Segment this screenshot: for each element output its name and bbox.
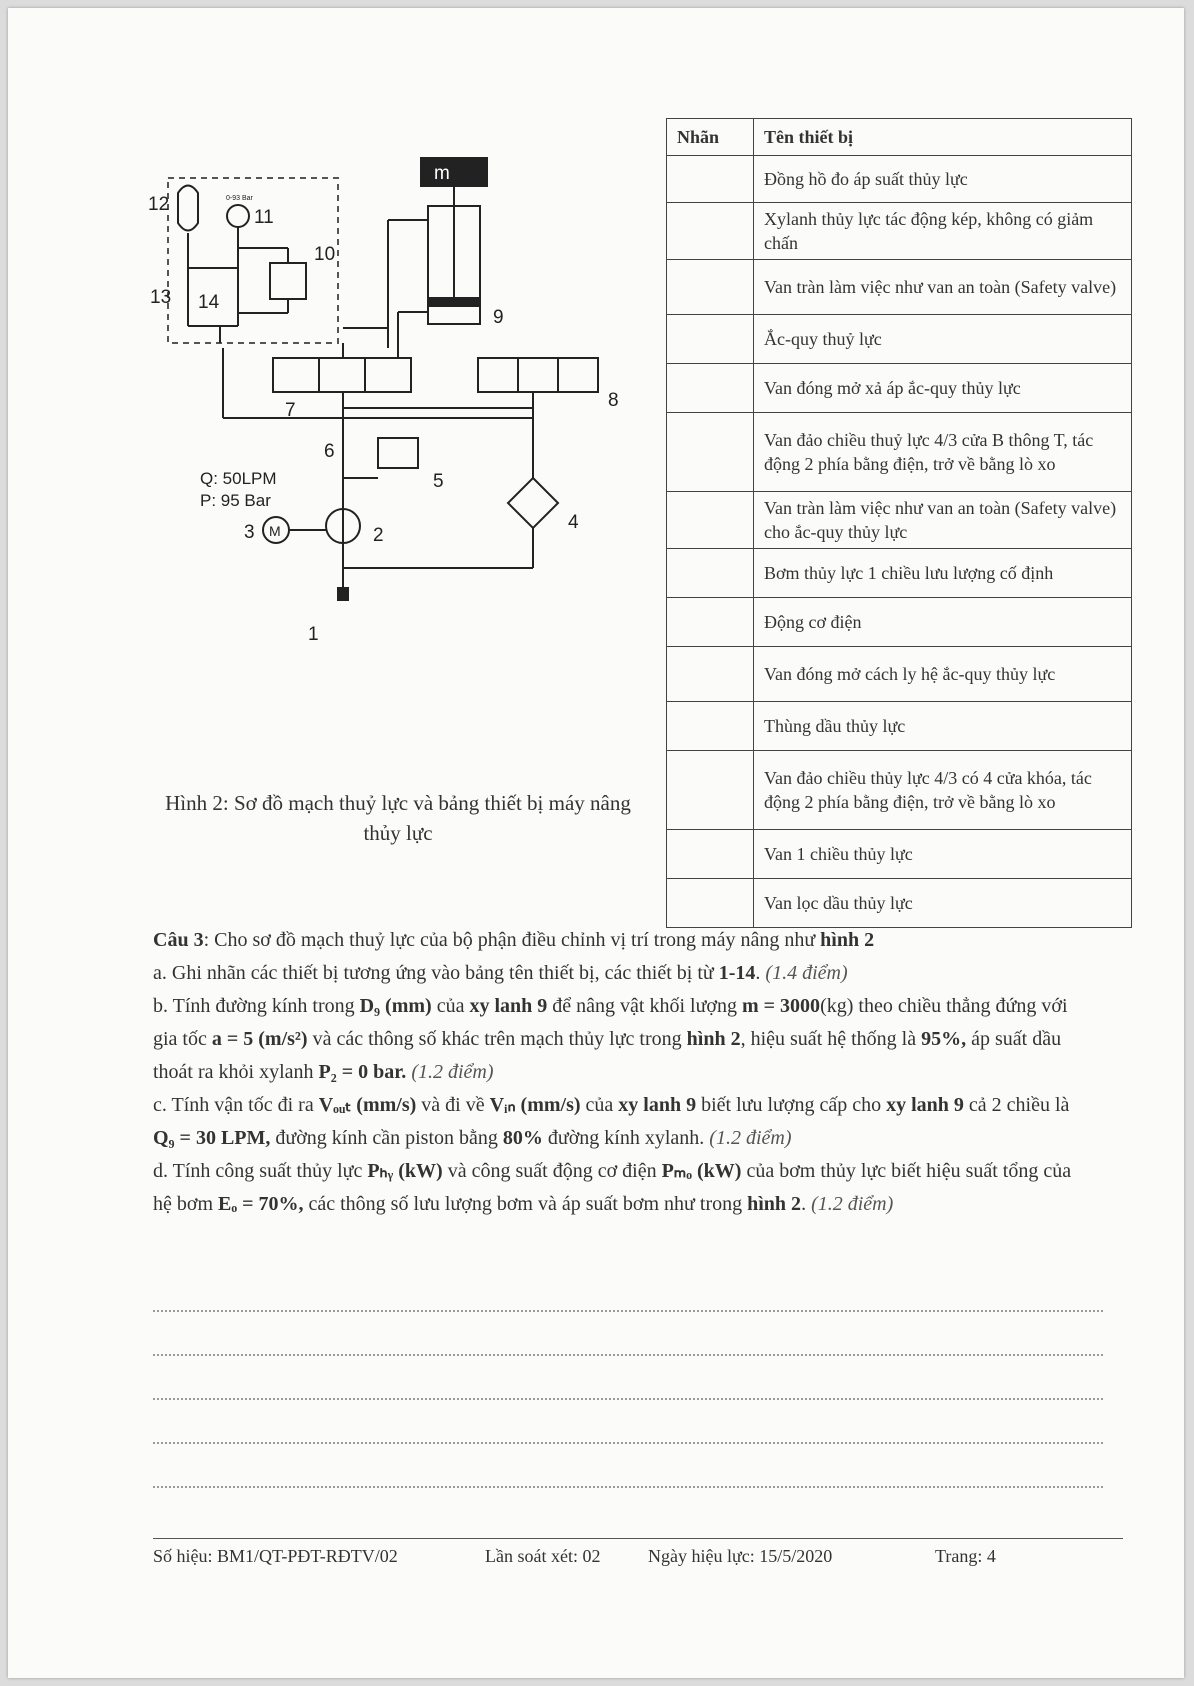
label-2: 2 [373, 525, 384, 546]
header-device-name: Tên thiết bị [754, 119, 1132, 156]
question-block [153, 924, 1083, 1221]
table-row [667, 598, 1132, 647]
table-row [667, 492, 1132, 549]
device-name: Van đóng mở cách ly hệ ắc-quy thủy lực [754, 647, 1132, 702]
header-label: Nhãn [667, 119, 754, 156]
table-row [667, 315, 1132, 364]
question-title: Câu 3 [153, 929, 204, 951]
device-name: Van đóng mở xả áp ắc-quy thủy lực [754, 364, 1132, 413]
table-row [667, 647, 1132, 702]
gauge-range: 0-93 Bar [226, 195, 253, 202]
mass-label: m [434, 163, 450, 184]
answer-line[interactable] [153, 1398, 1103, 1400]
label-8: 8 [608, 390, 619, 411]
footer-revision: Lần soát xét: 02 [485, 1546, 601, 1566]
table-row [667, 203, 1132, 260]
directional-valve-7 [273, 358, 411, 392]
device-name: Bơm thủy lực 1 chiều lưu lượng cố định [754, 549, 1132, 598]
directional-valve-8 [478, 358, 598, 392]
label-4: 4 [568, 512, 579, 533]
footer-divider [153, 1538, 1123, 1539]
question-intro: Câu 3: Cho sơ đồ mạch thuỷ lực của bộ phận điều chỉnh vị trí trong máy nâng như hình 2 [153, 929, 875, 951]
table-row [667, 830, 1132, 879]
question-b: b. Tính đường kính trong D₉ (mm) của xy lanh 9 để nâng vật khối lượng m = 3000(kg) theo chiều thẳng đứng với gia tốc a = 5 (m/s²) và các thông số khác trên mạch thủy lực trong hình 2, hiệu suất hệ thống là 95%, áp suất dầu thoát ra khỏi xylanh P₂ = 0 bar. (1.2 điểm) [153, 995, 1068, 1083]
device-name: Van lọc dầu thủy lực [754, 879, 1132, 928]
motor-symbol: M [269, 523, 281, 539]
label-cell[interactable] [667, 598, 754, 647]
table-row [667, 751, 1132, 830]
device-name: Động cơ điện [754, 598, 1132, 647]
label-10: 10 [314, 244, 336, 265]
label-cell[interactable] [667, 413, 754, 492]
label-5: 5 [433, 471, 444, 492]
label-7: 7 [285, 400, 296, 421]
label-cell[interactable] [667, 647, 754, 702]
filter-4 [508, 478, 558, 528]
accumulator-12 [178, 186, 198, 231]
table-row [667, 702, 1132, 751]
label-13: 13 [150, 287, 172, 308]
question-a: a. Ghi nhãn các thiết bị tương ứng vào bảng tên thiết bị, các thiết bị từ 1-14. (1.4 điểm) [153, 962, 848, 984]
label-cell[interactable] [667, 751, 754, 830]
relief-valve-10 [270, 263, 306, 299]
answer-line[interactable] [153, 1442, 1103, 1444]
mass-block [421, 158, 487, 186]
device-name: Van tràn làm việc như van an toàn (Safety valve) cho ắc-quy thủy lực [754, 492, 1132, 549]
table-row [667, 879, 1132, 928]
label-14: 14 [198, 292, 220, 313]
answer-line[interactable] [153, 1486, 1103, 1488]
tank-1 [338, 588, 348, 600]
footer-effective-date: Ngày hiệu lực: 15/5/2020 [648, 1546, 833, 1566]
device-name: Thùng dầu thủy lực [754, 702, 1132, 751]
device-name: Ắc-quy thuỷ lực [754, 315, 1132, 364]
label-6: 6 [324, 441, 335, 462]
label-cell[interactable] [667, 315, 754, 364]
accumulator-group-box [168, 178, 338, 343]
answer-line[interactable] [153, 1354, 1103, 1356]
device-table [666, 118, 1132, 928]
question-d: d. Tính công suất thủy lực Pₕᵧ (kW) và công suất động cơ điện Pₘₒ (kW) của bơm thủy lực biết hiệu suất tổng của hệ bơm Eₒ = 70%, các thông số lưu lượng bơm và áp suất bơm như trong hình 2. (1.2 điểm) [153, 1160, 1072, 1215]
label-1: 1 [308, 624, 319, 645]
label-cell[interactable] [667, 879, 754, 928]
label-12: 12 [148, 194, 170, 215]
label-cell[interactable] [667, 364, 754, 413]
label-cell[interactable] [667, 156, 754, 203]
device-name: Đồng hồ đo áp suất thủy lực [754, 156, 1132, 203]
pressure-gauge-11 [227, 205, 249, 227]
relief-valve-5 [378, 438, 418, 468]
label-cell[interactable] [667, 492, 754, 549]
flow-rate: Q: 50LPM [200, 469, 277, 488]
label-11: 11 [254, 207, 274, 228]
footer-page-number: Trang: 4 [935, 1546, 996, 1566]
table-row [667, 549, 1132, 598]
footer-code: Số hiệu: BM1/QT-PĐT-RĐTV/02 [153, 1546, 398, 1566]
table-row [667, 156, 1132, 203]
document-page [8, 8, 1184, 1678]
device-name: Van tràn làm việc như van an toàn (Safety valve) [754, 260, 1132, 315]
question-c: c. Tính vận tốc đi ra Vₒᵤₜ (mm/s) và đi về Vᵢₙ (mm/s) của xy lanh 9 biết lưu lượng cấp cho xy lanh 9 cả 2 chiều là Q₉ = 30 LPM, đường kính cần piston bằng 80% đường kính xylanh. (1.2 điểm) [153, 1094, 1070, 1149]
label-9: 9 [493, 307, 504, 328]
hydraulic-circuit-diagram [148, 148, 648, 668]
label-3: 3 [244, 522, 255, 543]
pump-pressure: P: 95 Bar [200, 491, 271, 510]
label-cell[interactable] [667, 549, 754, 598]
answer-line[interactable] [153, 1310, 1103, 1312]
table-row [667, 364, 1132, 413]
device-name: Xylanh thủy lực tác động kép, không có giảm chấn [754, 203, 1132, 260]
device-name: Van 1 chiều thủy lực [754, 830, 1132, 879]
figure-caption: Hình 2: Sơ đồ mạch thuỷ lực và bảng thiết bị máy nâng thủy lực [165, 791, 631, 845]
device-name: Van đảo chiều thuỷ lực 4/3 cửa B thông T, tác động 2 phía bằng điện, trở về bằng lò xo [754, 413, 1132, 492]
label-cell[interactable] [667, 830, 754, 879]
label-cell[interactable] [667, 203, 754, 260]
table-row [667, 413, 1132, 492]
table-row [667, 260, 1132, 315]
label-cell[interactable] [667, 260, 754, 315]
label-cell[interactable] [667, 702, 754, 751]
device-name: Van đảo chiều thủy lực 4/3 có 4 cửa khóa, tác động 2 phía bằng điện, trở về bằng lò xo [754, 751, 1132, 830]
